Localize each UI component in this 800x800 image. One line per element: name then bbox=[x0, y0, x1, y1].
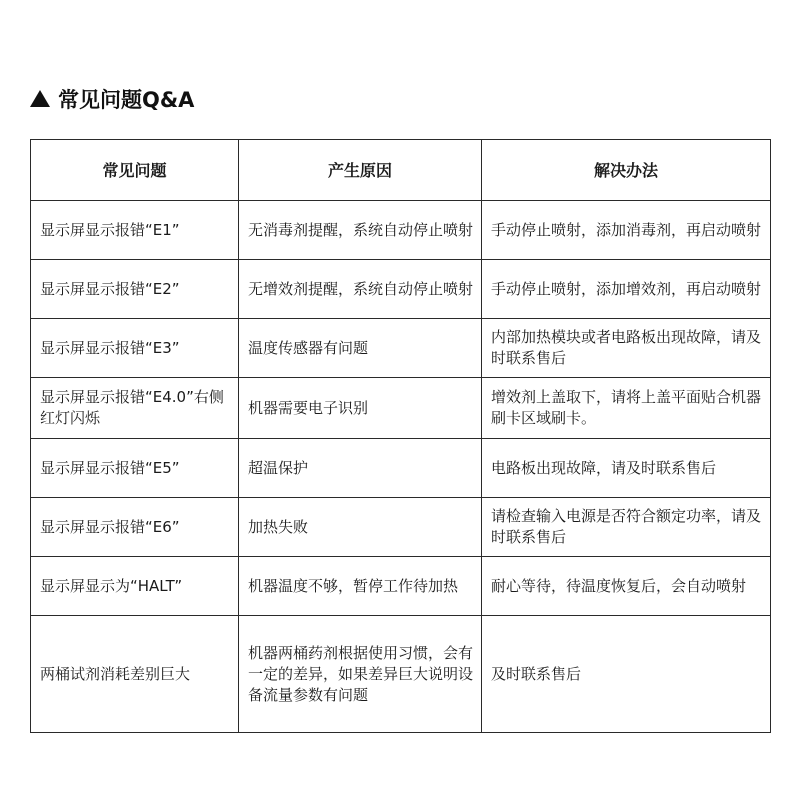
cell-solution: 内部加热模块或者电路板出现故障，请及时联系售后 bbox=[482, 319, 771, 378]
triangle-icon bbox=[30, 90, 50, 107]
table-row bbox=[31, 557, 771, 616]
cell-solution: 及时联系售后 bbox=[482, 616, 771, 733]
table-row bbox=[31, 319, 771, 378]
table-header-row bbox=[31, 140, 771, 201]
cell-cause: 机器温度不够，暂停工作待加热 bbox=[239, 557, 482, 616]
section-title-text: 常见问题Q&A bbox=[58, 88, 195, 112]
cell-cause: 无消毒剂提醒，系统自动停止喷射 bbox=[239, 201, 482, 260]
table-row bbox=[31, 260, 771, 319]
qa-table bbox=[30, 139, 771, 733]
table-row bbox=[31, 201, 771, 260]
cell-cause: 机器两桶药剂根据使用习惯，会有一定的差异，如果差异巨大说明设备流量参数有问题 bbox=[239, 616, 482, 733]
cell-solution: 请检查输入电源是否符合额定功率，请及时联系售后 bbox=[482, 498, 771, 557]
header-cause: 产生原因 bbox=[239, 140, 482, 201]
table-row bbox=[31, 498, 771, 557]
cell-problem: 显示屏显示报错“E3” bbox=[31, 319, 239, 378]
cell-solution: 增效剂上盖取下，请将上盖平面贴合机器刷卡区域刷卡。 bbox=[482, 378, 771, 439]
cell-solution: 电路板出现故障，请及时联系售后 bbox=[482, 439, 771, 498]
cell-cause: 机器需要电子识别 bbox=[239, 378, 482, 439]
header-solution: 解决办法 bbox=[482, 140, 771, 201]
cell-problem: 显示屏显示报错“E4.0”右侧红灯闪烁 bbox=[31, 378, 239, 439]
cell-problem: 两桶试剂消耗差别巨大 bbox=[31, 616, 239, 733]
cell-solution: 手动停止喷射，添加增效剂，再启动喷射 bbox=[482, 260, 771, 319]
header-problem: 常见问题 bbox=[31, 140, 239, 201]
cell-problem: 显示屏显示报错“E6” bbox=[31, 498, 239, 557]
table-row bbox=[31, 378, 771, 439]
cell-problem: 显示屏显示报错“E1” bbox=[31, 201, 239, 260]
cell-problem: 显示屏显示报错“E5” bbox=[31, 439, 239, 498]
cell-cause: 温度传感器有问题 bbox=[239, 319, 482, 378]
table-row bbox=[31, 616, 771, 733]
cell-solution: 耐心等待，待温度恢复后，会自动喷射 bbox=[482, 557, 771, 616]
table-row bbox=[31, 439, 771, 498]
section-title bbox=[30, 84, 194, 114]
cell-cause: 超温保护 bbox=[239, 439, 482, 498]
cell-solution: 手动停止喷射，添加消毒剂，再启动喷射 bbox=[482, 201, 771, 260]
cell-cause: 无增效剂提醒，系统自动停止喷射 bbox=[239, 260, 482, 319]
cell-cause: 加热失败 bbox=[239, 498, 482, 557]
cell-problem: 显示屏显示报错“E2” bbox=[31, 260, 239, 319]
cell-problem: 显示屏显示为“HALT” bbox=[31, 557, 239, 616]
